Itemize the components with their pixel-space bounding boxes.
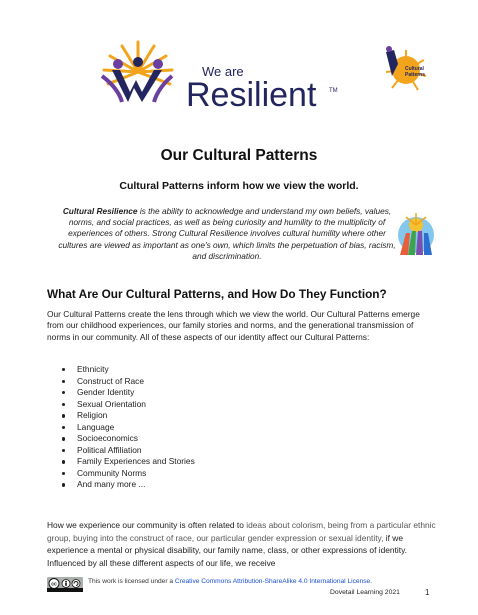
- list-item: Religion: [62, 410, 195, 422]
- cultural-resilience-definition: [58, 206, 396, 262]
- list-item: Language: [62, 422, 195, 434]
- identity-aspects-list: [62, 364, 195, 491]
- list-item: Political Affiliation: [62, 445, 195, 457]
- intro-paragraph: Our Cultural Patterns create the lens through which we view the world. Our Cultural Patterns emerge from our childhood experiences, our family stories and norms, and the generational transmission of norms in our community. All of these aspects of our identity affect our Cultural Patterns:: [47, 309, 420, 342]
- page-subtitle: Cultural Patterns inform how we view the world.: [119, 180, 359, 192]
- logo-tm: TM: [329, 88, 338, 94]
- footer-organization: Dovetail Learning 2021: [330, 589, 400, 596]
- creative-commons-badge-icon[interactable]: [47, 577, 83, 592]
- license-prefix: This work is licensed under a: [88, 578, 175, 585]
- logo-we-are: We are: [202, 64, 244, 79]
- logo-brand: Resilient: [186, 76, 317, 114]
- license-link[interactable]: Creative Commons Attribution-ShareAlike 4.0 International License: [174, 578, 371, 585]
- list-item: Gender Identity: [62, 387, 195, 399]
- cultural-patterns-badge: [370, 42, 434, 98]
- closing-part-3: if we experience a mental or physical disability, our family name, class, or other expressions of identity. Influenced by all these different aspects of our life, we receive: [47, 532, 407, 568]
- list-item: Community Norms: [62, 468, 195, 480]
- license-notice: [88, 578, 372, 585]
- closing-part-1: How we experience our community is often related to: [47, 520, 247, 530]
- definition-text: is the ability to acknowledge and understand my own beliefs, values, norms, and social practices, as well as being curiosity and humility to the multiplicity of experiences of others. Strong Cultural Resilience involves cultural humility where other cultures are viewed as important as one's own, which limits the perpetuation of bias, racism, and discrimination.: [58, 206, 396, 261]
- list-item: Ethnicity: [62, 364, 195, 376]
- page-number: 1: [425, 588, 430, 597]
- license-suffix: .: [370, 578, 373, 585]
- badge-text-2: Patterns: [405, 72, 426, 78]
- we-are-resilient-logo: [92, 40, 352, 122]
- section-heading: What Are Our Cultural Patterns, and How Do They Function?: [47, 287, 387, 301]
- list-item: Socioeconomics: [62, 433, 195, 445]
- svg-text:cc: cc: [51, 581, 57, 588]
- list-item: Sexual Orientation: [62, 399, 195, 411]
- definition-term: Cultural Resilience: [62, 206, 138, 216]
- badge-text-1: Cultural: [405, 66, 424, 72]
- raised-hands-icon: [394, 211, 438, 259]
- closing-paragraph: [47, 519, 437, 569]
- list-item: Construct of Race: [62, 376, 195, 388]
- list-item: Family Experiences and Stories: [62, 456, 195, 468]
- page-title: Our Cultural Patterns: [160, 147, 318, 164]
- list-item: And many more ...: [62, 479, 195, 491]
- closing-part-2: ideas about colorism, being from a particular ethnic group, buying into the construct of race, our particular gender expression or sexual identity,: [47, 520, 436, 543]
